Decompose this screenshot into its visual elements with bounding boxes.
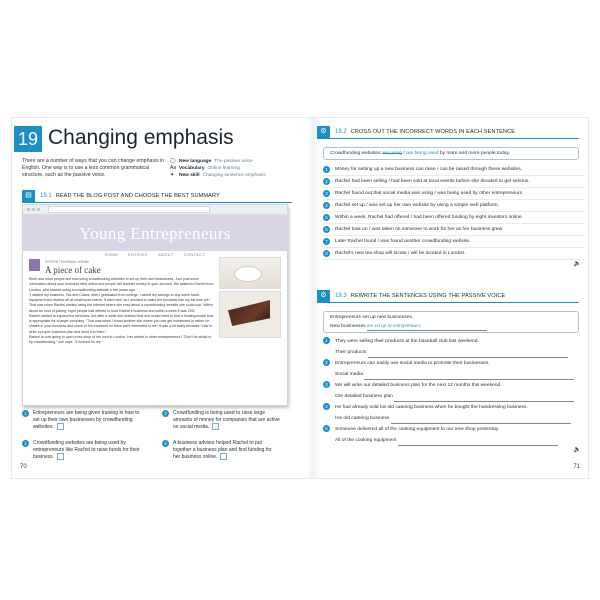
teacup-shape — [234, 266, 262, 282]
exercise-item[interactable] — [323, 200, 585, 212]
puzzle-icon: ✦ — [170, 172, 175, 178]
rewrite-answer-row[interactable] — [323, 413, 579, 424]
nav-link: CONTACT — [183, 253, 206, 257]
item-number: 6 — [323, 226, 330, 233]
right-page — [317, 118, 588, 478]
answer-line[interactable] — [368, 349, 568, 358]
item-text[interactable]: Rachel had been selling / had been sold at local events before she decided to get serious. — [335, 179, 530, 184]
skill-row — [170, 158, 290, 165]
rewrite-sentence — [323, 336, 579, 347]
rewrite-start: Their products — [335, 350, 367, 355]
model-answer — [323, 147, 579, 160]
item-number: 4 — [323, 202, 330, 209]
nav-link: ABOUT — [158, 253, 174, 257]
summary-option[interactable] — [162, 440, 280, 461]
skill-label: New language — [179, 159, 212, 164]
exercise-number: 19.2 — [335, 129, 347, 135]
answer-line[interactable] — [391, 415, 571, 424]
rewrite-answer-row[interactable] — [323, 369, 579, 380]
model-answer — [323, 311, 579, 333]
item-text[interactable]: Rachel's new tea shop will locate / will be located in London. — [335, 251, 466, 256]
skill-row — [170, 172, 290, 179]
rewrite-start: Social media — [335, 372, 363, 377]
exercise-item[interactable] — [323, 164, 585, 176]
exercise-item[interactable] — [323, 188, 585, 200]
exercise-header — [22, 190, 292, 203]
answer-checkbox[interactable] — [212, 423, 219, 430]
nav-link: HOME — [104, 253, 119, 257]
summary-option[interactable] — [162, 410, 280, 431]
post-paragraph: "I started my business, Tea and Cakes, after I graduated from college. I saved my savings to buy some basic equipment and started off at small local events. It went well, so I decided to make the business into my full-time job." — [29, 292, 211, 302]
answer-line[interactable] — [394, 393, 574, 402]
struck-option: are using — [381, 151, 403, 156]
gears-icon: ⚙ — [317, 290, 330, 302]
cake-shape — [228, 300, 270, 326]
answer-checkbox[interactable] — [57, 453, 64, 460]
exercise-item[interactable] — [323, 248, 585, 260]
post-meta: POSTED THURSDAY, 9:30AM — [45, 260, 89, 264]
summary-option[interactable] — [22, 410, 140, 431]
rewrite-sentence — [323, 402, 579, 413]
item-number: 7 — [323, 238, 330, 245]
skills-panel — [170, 158, 290, 179]
exercise-item[interactable] — [323, 176, 585, 188]
skill-value: Online learning — [207, 166, 240, 171]
address-bar — [48, 206, 210, 213]
item-text[interactable]: Rachel took on / was taken on someone to work for her as her business grew. — [335, 227, 504, 232]
blog-site-title: Young Entrepreneurs — [79, 224, 231, 243]
answer-checkbox[interactable] — [220, 453, 227, 460]
item-number: 2 — [323, 178, 330, 185]
item-number: 3 — [323, 381, 330, 388]
item-text[interactable]: Rachel found out that social media was using / was being used by other entrepreneurs. — [335, 191, 524, 196]
item-number: 8 — [323, 250, 330, 257]
rewrite-answer-row[interactable] — [323, 391, 579, 402]
option-text: Crowdfunding websites are being used by entrepreneurs like Rachel to raise funds for their business. — [33, 440, 140, 461]
item-number: 3 — [323, 190, 330, 197]
blog-banner — [23, 215, 287, 251]
skill-value: Changing sentence emphasis — [202, 173, 266, 178]
option-number: 2 — [22, 440, 29, 447]
teacup-photo — [219, 257, 281, 289]
kept-option: are being used — [406, 151, 439, 156]
item-number: 5 — [323, 425, 330, 432]
model-separator: / — [402, 151, 407, 156]
exercise-19-3 — [317, 290, 585, 453]
aa-icon: Aa — [170, 165, 177, 171]
exercise-items — [317, 164, 585, 260]
item-number: 5 — [323, 214, 330, 221]
exercise-header — [317, 290, 579, 303]
nav-link: ENTRIES — [128, 253, 149, 257]
item-number: 4 — [323, 403, 330, 410]
exercise-instruction: CROSS OUT THE INCORRECT WORDS IN EACH SENTENCE — [350, 129, 516, 135]
exercise-number: 19.3 — [335, 293, 347, 299]
intro-text: There are a number of ways that you can change emphasis in English. One way is to use a less common grammatical structure, such as the passive voice. — [22, 158, 165, 178]
item-text[interactable]: Later Rachel found / was found another crowdfunding website. — [335, 239, 471, 244]
speaker-icon[interactable]: 🔈 — [573, 447, 581, 453]
blog-browser-window — [22, 204, 288, 406]
option-number: 3 — [162, 410, 169, 417]
answer-checkbox[interactable] — [57, 423, 64, 430]
post-paragraph: That was when Rachel started using the internet where she read about a crowdfunding website she could use. Within about an hour of joining, eight people had offered to fund Rachel's business and within a week it was 200! — [29, 303, 213, 313]
speaker-icon[interactable]: 🔈 — [573, 261, 581, 267]
item-number: 1 — [323, 337, 330, 344]
option-number: 4 — [162, 440, 169, 447]
model-text: Crowdfunding websites — [330, 151, 382, 156]
skill-label: New skill — [179, 173, 200, 178]
exercise-instruction: REWRITE THE SENTENCES USING THE PASSIVE VOICE — [350, 293, 506, 299]
window-controls — [27, 208, 40, 211]
model-rewrite — [330, 322, 572, 331]
post-paragraph: More and more people are now using crowdfunding websites to set up their own businesses. Just post some information about your business idea online and people will transfer money to your account. We talked to Rachel from London, who started using a crowdfunding website a few years ago. — [29, 277, 214, 292]
book-icon: ▤ — [22, 190, 35, 202]
item-text: Entrepreneurs can easily use social media to promote their businesses. — [335, 361, 490, 366]
post-paragraph: Rachel is now going to open a tea shop of her own in London. Her advice to other entrepreneurs? "Don't be afraid to try crowdfunding," she says. "It worked for me." — [29, 334, 212, 344]
skill-row — [170, 165, 290, 172]
gears-icon: ⚙ — [317, 126, 330, 138]
option-text: A business advisor helped Rachel to put together a business plan and find funding for her business online. — [173, 440, 272, 461]
skill-value: The passive voice — [214, 159, 253, 164]
model-text: by more and more people today. — [438, 151, 510, 156]
exercise-item[interactable] — [323, 236, 585, 248]
exercise-item[interactable] — [323, 224, 585, 236]
option-number: 1 — [22, 410, 29, 417]
item-text[interactable]: Within a week, Rachel had offered / had been offered funding by eight investors online. — [335, 215, 523, 220]
exercise-number: 19.1 — [40, 193, 52, 199]
item-number: 2 — [323, 359, 330, 366]
option-text: Entrepreneurs are being given training in how to set up their own businesses by crowdfunding websites. — [33, 410, 140, 431]
item-text: He had already sold his old catering business when he bought the hairdressing business. — [335, 405, 528, 410]
page-number: 71 — [573, 464, 580, 470]
item-text[interactable]: Rachel set up / was set up her own website by using a simple web platform. — [335, 203, 499, 208]
rewrite-start: New businesses — [330, 324, 366, 329]
rewrite-items — [323, 336, 579, 446]
unit-number: 19 — [14, 126, 42, 152]
handwritten-answer: are set up by entrepreneurs. — [366, 324, 422, 329]
exercise-header — [317, 126, 579, 139]
rewrite-start: His old catering business — [335, 416, 390, 421]
item-text[interactable]: Money for setting up a new business can raise / can be raised through these websites. — [335, 167, 523, 172]
browser-toolbar — [23, 205, 287, 215]
post-title: A piece of cake — [45, 265, 101, 275]
rewrite-answer-row[interactable] — [323, 347, 579, 358]
post-body — [29, 277, 215, 345]
unit-title: Changing emphasis — [48, 126, 234, 149]
rewrite-start: All of the cooking equipment — [335, 438, 397, 443]
rewrite-sentence — [323, 424, 579, 435]
rewrite-sentence — [323, 380, 579, 391]
skill-label: Vocabulary — [179, 166, 205, 171]
answer-line[interactable] — [398, 437, 558, 446]
book-spread — [12, 118, 588, 478]
exercise-19-2 — [317, 126, 585, 267]
cake-photo — [219, 291, 281, 338]
left-page — [12, 118, 306, 478]
model-sentence: Entrepreneurs set up new businesses. — [330, 315, 414, 320]
summary-option[interactable] — [22, 440, 140, 461]
item-number: 1 — [323, 166, 330, 173]
speech-bubbles-icon: ◯ — [170, 158, 176, 164]
post-marker — [29, 259, 40, 271]
item-text: Someone delivered all of the cooking equipment to our new shop yesterday. — [335, 427, 500, 432]
rewrite-answer-row[interactable] — [323, 435, 579, 446]
page-number: 70 — [20, 464, 27, 470]
option-text: Crowdfunding is being used to raise large amounts of money for companies that are active on social media. — [173, 410, 280, 431]
item-text: They were selling their products at the baseball club last weekend. — [335, 339, 479, 344]
exercise-item[interactable] — [323, 212, 585, 224]
item-text: We will write our detailed business plan for the next 12 months this weekend. — [335, 383, 502, 388]
rewrite-sentence — [323, 358, 579, 369]
exercise-instruction: READ THE BLOG POST AND CHOOSE THE BEST SUMMARY — [55, 193, 220, 199]
answer-line — [367, 322, 487, 331]
post-paragraph: Rachel started to expand the business, but after a while she realized that she would need to find a funding model that is appropriate for a larger company. "That was when I found another site where you can get investment in return for shares in your business and some of the investors on there were interested in me! It was a bit scary because I had to write a proper business plan and send it to them." — [29, 313, 213, 334]
answer-line[interactable] — [364, 371, 574, 380]
rewrite-start: Our detailed business plan — [335, 394, 393, 399]
